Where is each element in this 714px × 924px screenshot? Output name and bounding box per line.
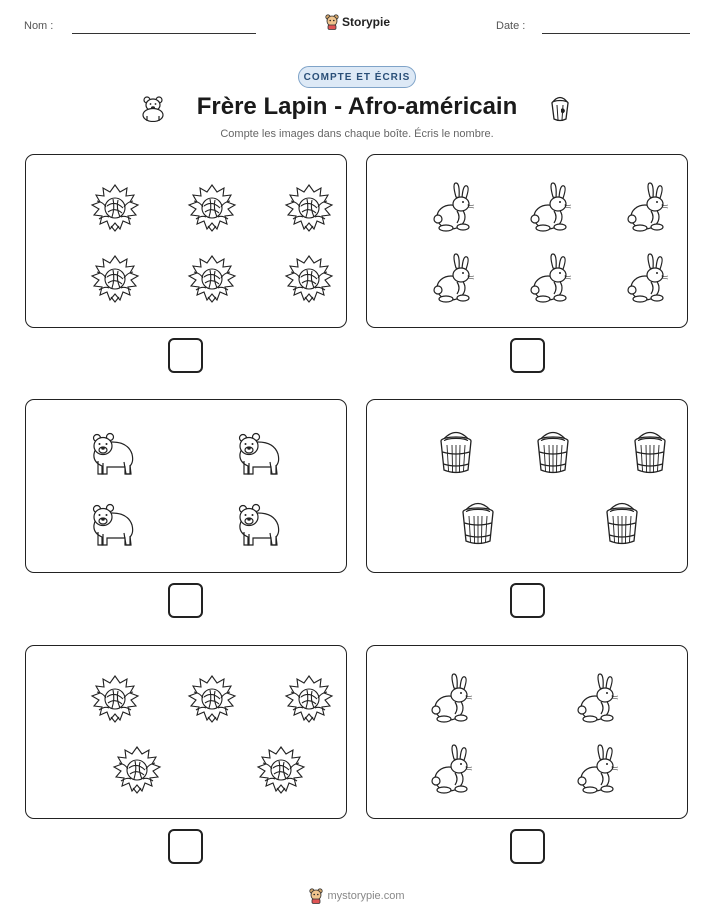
- rabbit-icon: [625, 252, 675, 304]
- bush-icon: [283, 252, 335, 304]
- bush-icon: [186, 252, 238, 304]
- rabbit-icon: [575, 672, 625, 724]
- rabbit-icon: [431, 181, 481, 233]
- storypie-mascot-icon: [325, 14, 339, 30]
- bush-icon: [255, 743, 307, 795]
- instructions: Compte les images dans chaque boîte. Écris le nombre.: [220, 128, 494, 140]
- bucket-icon: [602, 499, 642, 547]
- rabbit-icon: [625, 181, 675, 233]
- answer-box-6[interactable]: [510, 829, 545, 864]
- bucket-icon: [548, 94, 572, 122]
- activity-badge: COMPTE ET ÉCRIS: [298, 66, 416, 88]
- brand-logo: [325, 14, 390, 30]
- rabbit-icon: [431, 252, 481, 304]
- answer-box-5[interactable]: [168, 829, 203, 864]
- bush-icon: [283, 672, 335, 724]
- bucket-icon: [458, 499, 498, 547]
- rabbit-icon: [575, 743, 625, 795]
- footer: [0, 888, 714, 904]
- bear-icon: [88, 428, 138, 476]
- answer-box-3[interactable]: [168, 583, 203, 618]
- rabbit-icon: [429, 743, 479, 795]
- bush-icon: [283, 181, 335, 233]
- answer-box-1[interactable]: [168, 338, 203, 373]
- date-line[interactable]: [542, 33, 690, 34]
- bush-icon: [89, 252, 141, 304]
- rabbit-icon: [429, 672, 479, 724]
- name-label: Nom :: [24, 20, 54, 32]
- bucket-icon: [630, 428, 670, 476]
- answer-box-4[interactable]: [510, 583, 545, 618]
- bucket-icon: [533, 428, 573, 476]
- brand-name: Storypie: [342, 15, 391, 29]
- rabbit-icon: [528, 181, 578, 233]
- footer-url: mystorypie.com: [327, 890, 405, 902]
- bush-icon: [89, 181, 141, 233]
- rabbit-icon: [528, 252, 578, 304]
- date-label: Date :: [496, 20, 526, 32]
- bush-icon: [186, 181, 238, 233]
- bear-icon: [88, 499, 138, 547]
- storypie-mascot-icon: [309, 888, 323, 904]
- answer-box-2[interactable]: [510, 338, 545, 373]
- bush-icon: [186, 672, 238, 724]
- count-box-6: [366, 645, 688, 819]
- bush-icon: [89, 672, 141, 724]
- bucket-icon: [436, 428, 476, 476]
- bear-icon: [234, 499, 284, 547]
- bear-icon: [234, 428, 284, 476]
- page-title: Frère Lapin - Afro-américain: [196, 93, 518, 120]
- bush-icon: [111, 743, 163, 795]
- name-line[interactable]: [72, 33, 256, 34]
- count-box-3: [25, 399, 347, 573]
